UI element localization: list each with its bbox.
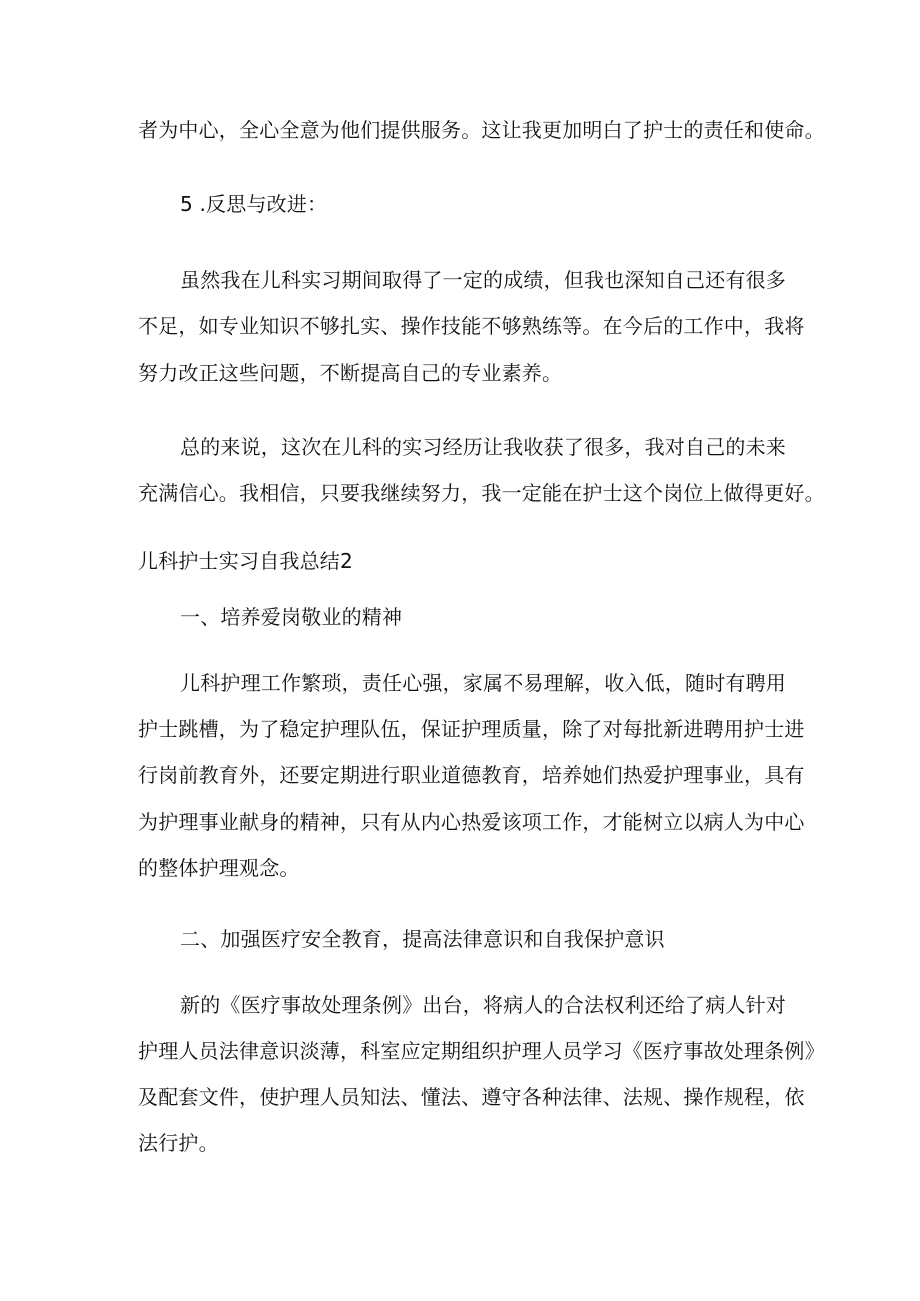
text-line-5: 努力改正这些问题，不断提高自己的专业素养。: [138, 361, 563, 385]
text-line-4: 不足，如专业知识不够扎实、操作技能不够熟练等。在今后的工作中，我将: [138, 314, 805, 338]
text-line-19: 法行护。: [138, 1131, 219, 1155]
text-line-3: 虽然我在儿科实习期间取得了一定的成绩，但我也深知自己还有很多: [180, 268, 786, 292]
text-line-11: 护士跳槽，为了稳定护理队伍，保证护理质量，除了对每批新进聘用护士进: [138, 717, 805, 741]
section-heading-1: 一、培养爱岗敬业的精神: [180, 605, 403, 629]
text-line-6: 总的来说，这次在儿科的实习经历让我收获了很多，我对自己的未来: [180, 435, 786, 459]
section-heading-2: 二、加强医疗安全教育，提高法律意识和自我保护意识: [180, 927, 665, 951]
text-line-14: 的整体护理观念。: [138, 856, 300, 880]
text-line-12: 行岗前教育外，还要定期进行职业道德教育，培养她们热爱护理事业，具有: [138, 763, 805, 787]
text-line-16: 新的《医疗事故处理条例》出台，将病人的合法权利还给了病人针对: [180, 993, 786, 1017]
text-line-10: 儿科护理工作繁琐，责任心强，家属不易理解，收入低，随时有聘用: [180, 671, 786, 695]
section-heading-5: 5 .反思与改进：: [180, 192, 328, 216]
text-line-18: 及配套文件，使护理人员知法、懂法、遵守各种法律、法规、操作规程，依: [138, 1085, 805, 1109]
document-title: 儿科护士实习自我总结2: [138, 549, 353, 573]
text-line-17: 护理人员法律意识淡薄，科室应定期组织护理人员学习《医疗事故处理条例》: [138, 1039, 825, 1063]
text-line-13: 为护理事业献身的精神，只有从内心热爱该项工作，才能树立以病人为中心: [138, 810, 805, 834]
text-line-7: 充满信心。我相信，只要我继续努力，我一定能在护士这个岗位上做得更好。: [138, 481, 825, 505]
text-line-1: 者为中心，全心全意为他们提供服务。这让我更加明白了护士的责任和使命。: [138, 118, 825, 142]
